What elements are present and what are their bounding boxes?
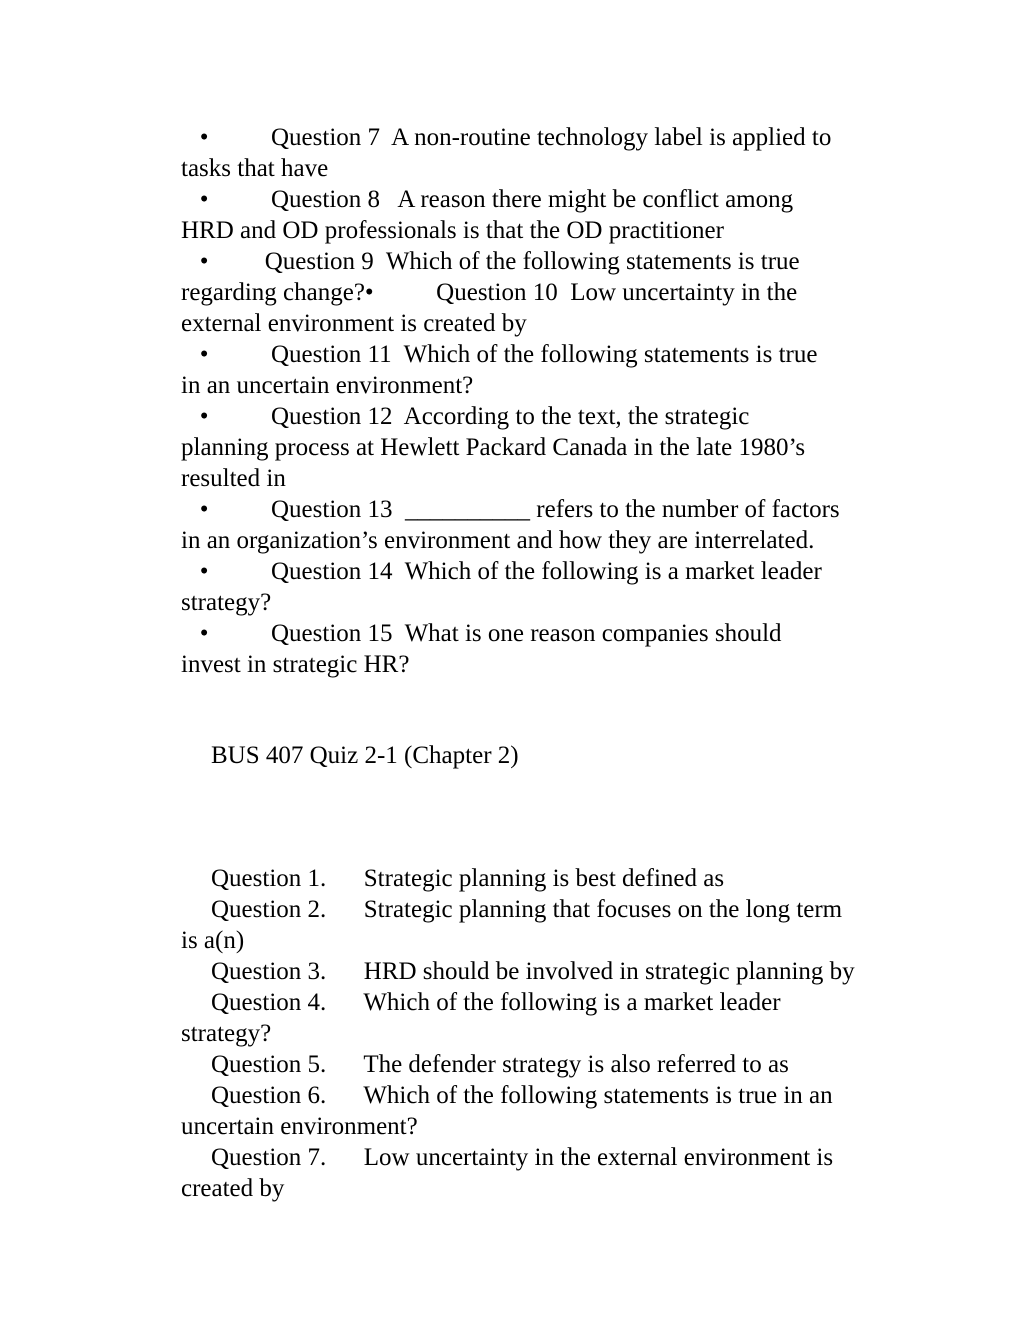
bullet-question-7: • Question 7 A non-routine technology label is applied to (181, 124, 832, 151)
bullet-question-8: • Question 8 A reason there might be conflict among (181, 186, 794, 213)
bullet-question-14: • Question 14 Which of the following is a market leader (181, 558, 822, 585)
question-6: Question 6. Which of the following statements is true in an (211, 1082, 833, 1109)
bullet-question-12: • Question 12 According to the text, the strategic (181, 403, 750, 430)
bullet-question-11: • Question 11 Which of the following statements is true (181, 341, 818, 368)
question-5: Question 5. The defender strategy is also referred to as (211, 1051, 789, 1078)
quiz-heading: BUS 407 Quiz 2-1 (Chapter 2) (211, 742, 519, 769)
text-line: in an uncertain environment? (181, 372, 474, 399)
text-line: HRD and OD professionals is that the OD practitioner (181, 217, 724, 244)
bullet-question-10: regarding change?• Question 10 Low uncertainty in the (181, 279, 798, 306)
text-line: created by (181, 1175, 285, 1202)
text-line: uncertain environment? (181, 1113, 418, 1140)
question-2: Question 2. Strategic planning that focuses on the long term (211, 896, 843, 923)
question-4: Question 4. Which of the following is a market leader (211, 989, 781, 1016)
text-line: resulted in (181, 465, 286, 492)
text-line: strategy? (181, 1020, 272, 1047)
text-line: tasks that have (181, 155, 329, 182)
question-7: Question 7. Low uncertainty in the external environment is (211, 1144, 834, 1171)
text-line: planning process at Hewlett Packard Canada in the late 1980’s (181, 434, 806, 461)
text-line: invest in strategic HR? (181, 651, 410, 678)
text-line: external environment is created by (181, 310, 527, 337)
text-line: in an organization’s environment and how they are interrelated. (181, 527, 815, 554)
question-3: Question 3. HRD should be involved in strategic planning by (211, 958, 855, 985)
bullet-question-13: • Question 13 __________ refers to the number of factors (181, 496, 840, 523)
text-line: is a(n) (181, 927, 245, 954)
bullet-question-15: • Question 15 What is one reason companies should (181, 620, 782, 647)
bullet-question-9: • Question 9 Which of the following statements is true (181, 248, 800, 275)
question-1: Question 1. Strategic planning is best defined as (211, 865, 725, 892)
text-line: strategy? (181, 589, 272, 616)
